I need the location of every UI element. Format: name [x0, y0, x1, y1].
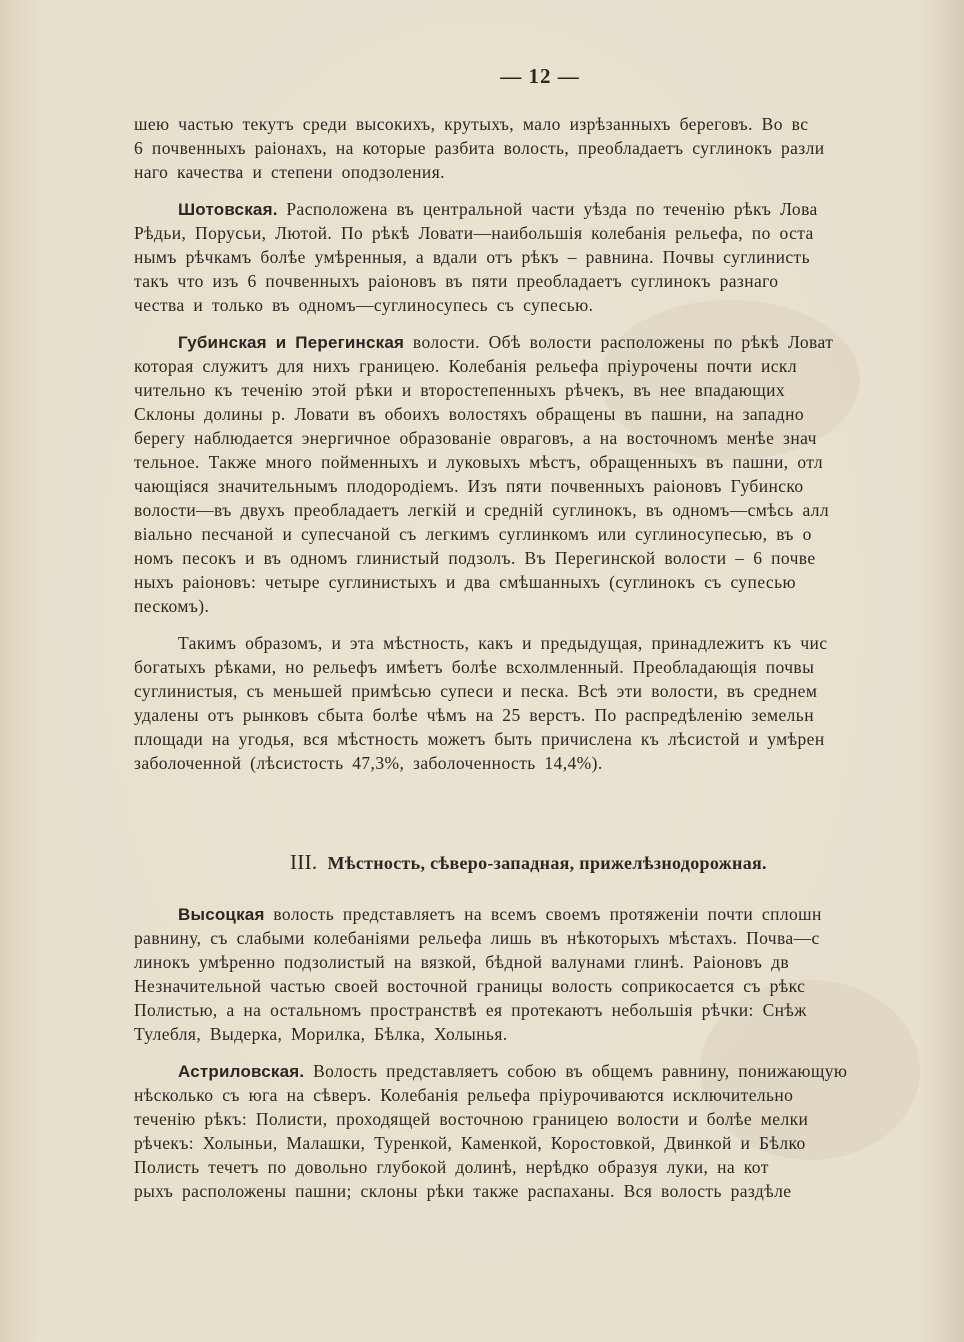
paragraph-lead: Шотовская. [178, 200, 278, 219]
section-number: III. [290, 850, 318, 874]
text-line: тельное. Также много пойменныхъ и луковыхъ мѣстъ, обращенныхъ въ пашни, отл [134, 452, 823, 472]
paragraph [134, 902, 964, 1046]
text-line: площади на угодья, вся мѣстность можетъ быть причислена къ лѣсистой и умѣрен [134, 729, 825, 749]
text-line: богатыхъ рѣками, но рельефъ имѣетъ болѣе всхолмленный. Преобладающія почвы [134, 657, 815, 677]
paragraph [134, 112, 964, 184]
text-line: нымъ рѣчкамъ болѣе умѣренныя, а вдали отъ рѣкъ – равнина. Почвы суглинисть [134, 247, 810, 267]
text-line: шею частью текутъ среди высокихъ, крутыхъ, мало изрѣзанныхъ береговъ. Во вс [134, 114, 809, 134]
text-line: нѣсколько съ юга на сѣверъ. Колебанія рельефа пріурочиваются исключительно [134, 1085, 794, 1105]
body-text-section-3 [134, 902, 964, 1203]
paragraph [134, 631, 964, 775]
paragraph-lead: Высоцкая [178, 905, 265, 924]
text-span: волость представляетъ на всемъ своемъ протяженіи почти сплошн [264, 904, 822, 924]
section-heading [290, 850, 767, 875]
text-line: 6 почвенныхъ раіонахъ, на которые разбита волость, преобладаетъ суглинокъ разли [134, 138, 825, 158]
body-text [134, 112, 964, 775]
text-line: пескомъ). [134, 596, 210, 616]
text-line [134, 197, 964, 221]
paragraph-lead: Астриловская. [178, 1062, 305, 1081]
text-line: теченію рѣкъ: Полисти, проходящей восточною границею волости и болѣе мелки [134, 1109, 809, 1129]
text-line: Рѣдьи, Порусьи, Лютой. По рѣкѣ Ловати—наибольшія колебанія рельефа, по оста [134, 223, 814, 243]
text-line: рыхъ расположены пашни; склоны рѣки также распаханы. Вся волость раздѣле [134, 1181, 792, 1201]
paragraph [134, 1059, 964, 1203]
text-line: Незначительной частью своей восточной границы волость соприкосается съ рѣкс [134, 976, 806, 996]
text-line: заболоченной (лѣсистость 47,3%, заболоченность 14,4%). [134, 753, 603, 773]
text-line: ныхъ раіоновъ: четыре суглинистыхъ и два смѣшанныхъ (суглинокъ съ супесью [134, 572, 796, 592]
text-line: которая служитъ для нихъ границею. Колебанія рельефа пріурочены почти искл [134, 356, 797, 376]
text-line [134, 330, 964, 354]
text-line: равнину, съ слабыми колебаніями рельефа лишь въ нѣкоторыхъ мѣстахъ. Почва—с [134, 928, 820, 948]
text-line [134, 1059, 964, 1083]
text-line: Полисть течетъ по довольно глубокой долинѣ, нерѣдко образуя луки, на кот [134, 1157, 769, 1177]
text-line [134, 902, 964, 926]
text-line: віально песчаной и супесчаной съ легкимъ суглинкомъ или суглиносупесью, въ о [134, 524, 812, 544]
text-line: удалены отъ рынковъ сбыта болѣе чѣмъ на 25 верстъ. По распредѣленію земельн [134, 705, 814, 725]
text-line: чающіяся значительнымъ плодородіемъ. Изъ пяти почвенныхъ раіоновъ Губинско [134, 476, 804, 496]
text-line: Полистью, а на остальномъ пространствѣ ея протекаютъ небольшія рѣчки: Снѣж [134, 1000, 807, 1020]
text-line: суглинистыя, съ меньшей примѣсью супеси и песка. Всѣ эти волости, въ среднем [134, 681, 818, 701]
text-line: чительно къ теченію этой рѣки и второстепенныхъ рѣчекъ, въ нее впадающих [134, 380, 786, 400]
text-line: линокъ умѣренно подзолистый на вязкой, бѣдной валунами глинѣ. Раіоновъ дв [134, 952, 790, 972]
text-line: наго качества и степени оподзоления. [134, 162, 445, 182]
text-line: рѣчекъ: Холыньи, Малашки, Туренкой, Каменкой, Коростовкой, Двинкой и Бѣлко [134, 1133, 806, 1153]
text-span: волости. Обѣ волости расположены по рѣкѣ Ловат [404, 332, 834, 352]
text-line: Тулебля, Выдерка, Морилка, Бѣлка, Холынья. [134, 1024, 508, 1044]
paragraph [134, 330, 964, 618]
paragraph-lead: Губинская и Перегинская [178, 333, 405, 352]
text-line: такъ что изъ 6 почвенныхъ раіоновъ въ пяти преобладаетъ суглинокъ разнаго [134, 271, 779, 291]
text-line: берегу наблюдается энергичное образованіе овраговъ, а на восточномъ менѣе знач [134, 428, 817, 448]
text-span: Расположена въ центральной части уѣзда по теченію рѣкъ Лова [277, 199, 818, 219]
text-line: номъ песокъ и въ одномъ глинистый подзолъ. Въ Перегинской волости – 6 почве [134, 548, 816, 568]
text-line: волости—въ двухъ преобладаетъ легкій и средній суглинокъ, въ одномъ—смѣсь алл [134, 500, 830, 520]
text-line: Склоны долины р. Ловати въ обоихъ волостяхъ обращены въ пашни, на западно [134, 404, 805, 424]
page-number: — 12 — [500, 64, 580, 88]
paragraph [134, 197, 964, 317]
section-title: Мѣстность, сѣверо-западная, прижелѣзнодорожная. [327, 853, 767, 873]
text-line: Такимъ образомъ, и эта мѣстность, какъ и предыдущая, принадлежитъ къ чис [178, 633, 828, 653]
text-line: чества и только въ одномъ—суглиносупесь съ супесью. [134, 295, 594, 315]
text-span: Волость представляетъ собою въ общемъ равнину, понижающую [304, 1061, 848, 1081]
